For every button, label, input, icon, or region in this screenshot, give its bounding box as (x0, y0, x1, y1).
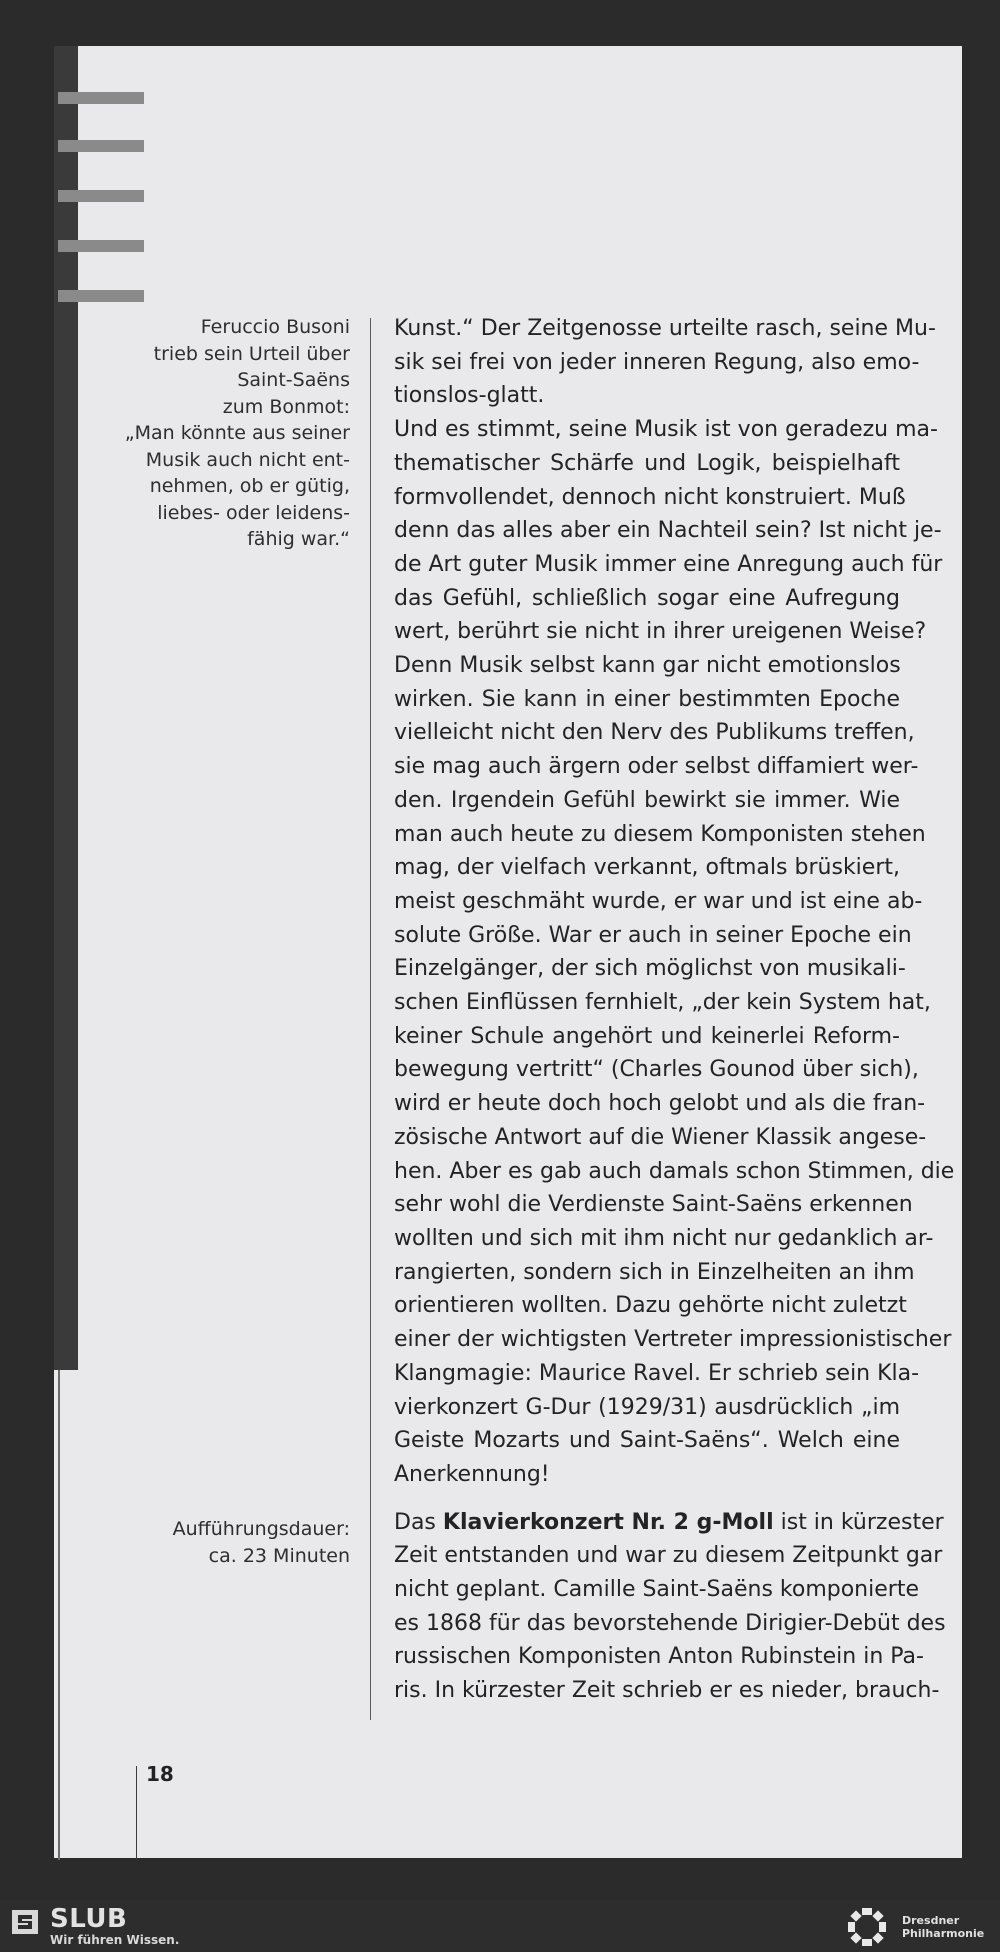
body-line: Einzelgänger, der sich möglichst von musikali- (394, 956, 906, 982)
body-line: keiner Schule angehört und keinerlei Reform- (394, 1023, 900, 1049)
binding-edge (58, 1370, 60, 1860)
margin-note-line: ca. 23 Minuten (208, 1544, 350, 1567)
body-line: sie mag auch ärgern oder selbst diffamiert wer- (394, 754, 919, 780)
margin-note-line: Musik auch nicht ent- (145, 448, 350, 471)
body-line: russischen Komponisten Anton Rubinstein in Pa- (394, 1644, 924, 1670)
body-line: das Gefühl, schließlich sogar eine Aufregung (394, 585, 900, 611)
body-text (394, 312, 955, 1708)
body-line: den. Irgendein Gefühl bewirkt sie immer. Wie (394, 787, 900, 813)
body-line: tionslos-glatt. (394, 383, 545, 409)
margin-note-line: „Man könnte aus seiner (124, 422, 350, 444)
margin-note-quote (110, 314, 350, 553)
body-line: vierkonzert G-Dur (1929/31) ausdrücklich „im (394, 1394, 900, 1420)
body-text-run: ist in kürzester (773, 1509, 944, 1535)
body-line: meist geschmäht wurde, er war und ist eine ab- (394, 888, 923, 914)
page-number: 18 (146, 1762, 174, 1786)
partner-name (902, 1914, 984, 1940)
body-line: Kunst.“ Der Zeitgenosse urteilte rasch, seine Mu- (394, 316, 936, 341)
margin-note-line: Aufführungsdauer: (172, 1518, 350, 1540)
body-line: zösische Antwort auf die Wiener Klassik angese- (394, 1124, 927, 1150)
body-line: nicht geplant. Camille Saint-Saëns komponierte (394, 1577, 919, 1603)
body-line: Denn Musik selbst kann gar nicht emotionslos (394, 653, 901, 679)
body-line: einer der wichtigsten Vertreter impressionistischer (394, 1327, 952, 1353)
margin-note-line: nehmen, ob er gütig, (149, 475, 350, 497)
index-tab (58, 140, 144, 152)
margin-note-line: Saint-Saëns (237, 369, 350, 391)
margin-note-line: fähig war.“ (247, 528, 350, 550)
body-line: bewegung vertritt“ (Charles Gounod über sich), (394, 1057, 919, 1083)
body-line: sik sei frei von jeder inneren Regung, also emo- (394, 349, 920, 375)
slub-logo-icon (12, 1910, 38, 1934)
margin-note-line: zum Bonmot: (222, 395, 350, 418)
body-line: orientieren wollten. Dazu gehörte nicht zuletzt (394, 1293, 907, 1319)
body-line: wird er heute doch hoch gelobt und als die fran- (394, 1091, 926, 1117)
body-line: denn das alles aber ein Nachteil sein? Ist nicht je- (394, 518, 942, 544)
body-line: de Art guter Musik immer eine Anregung auch für (394, 551, 943, 577)
column-divider (370, 318, 371, 1720)
library-tagline: Wir führen Wissen. (50, 1933, 180, 1947)
body-line: Klangmagie: Maurice Ravel. Er schrieb sein Kla- (394, 1360, 920, 1386)
body-line: Geiste Mozarts und Saint-Saëns“. Welch eine (394, 1428, 900, 1454)
body-line: es 1868 für das bevorstehende Dirigier-Debüt des (394, 1610, 946, 1636)
body-line: solute Größe. War er auch in seiner Epoche ein (394, 922, 912, 948)
body-line: hen. Aber es gab auch damals schon Stimmen, die (394, 1158, 955, 1184)
body-line: Anerkennung! (394, 1461, 550, 1487)
body-line: sehr wohl die Verdienste Saint-Saëns erkennen (394, 1192, 913, 1218)
index-tab (58, 290, 144, 302)
body-line (394, 1506, 944, 1540)
body-line: Zeit entstanden und war zu diesem Zeitpunkt gar (394, 1543, 943, 1569)
body-line: wirken. Sie kann in einer bestimmten Epoche (394, 686, 900, 712)
body-line: rangierten, sondern sich in Einzelheiten an ihm (394, 1259, 915, 1285)
body-line: vielleicht nicht den Nerv des Publikums treffen, (394, 720, 915, 746)
library-name: SLUB (50, 1904, 128, 1934)
body-line: mag, der vielfach verkannt, oftmals brüskiert, (394, 855, 900, 881)
page-number-rule (136, 1766, 137, 1860)
index-tab (58, 190, 144, 202)
body-line: wert, berührt sie nicht in ihrer ureigenen Weise? (394, 619, 927, 645)
work-title: Klavierkonzert Nr. 2 g-Moll (442, 1509, 774, 1535)
margin-note-duration (110, 1516, 350, 1569)
index-tab (58, 240, 144, 252)
philharmonie-logo-icon (842, 1902, 892, 1952)
body-line: ris. In kürzester Zeit schrieb er es nieder, brauch- (394, 1678, 940, 1704)
margin-note-line: Feruccio Busoni (200, 316, 350, 338)
partner-name-line: Dresdner (902, 1914, 960, 1927)
margin-note-line: trieb sein Urteil über (153, 342, 350, 365)
body-line: thematischer Schärfe und Logik, beispielhaft (394, 450, 900, 476)
body-line: man auch heute zu diesem Komponisten stehen (394, 821, 926, 847)
index-tab (58, 92, 144, 104)
partner-name-line: Philharmonie (902, 1927, 985, 1940)
margin-note-line: liebes- oder leidens- (157, 501, 350, 524)
body-line: wollten und sich mit ihm nicht nur gedanklich ar- (394, 1225, 934, 1251)
body-line: schen Einflüssen fernhielt, „der kein System hat, (394, 990, 931, 1016)
body-text-run: Das (394, 1509, 443, 1535)
body-line: formvollendet, dennoch nicht konstruiert. Muß (394, 484, 906, 510)
body-line: Und es stimmt, seine Musik ist von geradezu ma- (394, 417, 938, 443)
